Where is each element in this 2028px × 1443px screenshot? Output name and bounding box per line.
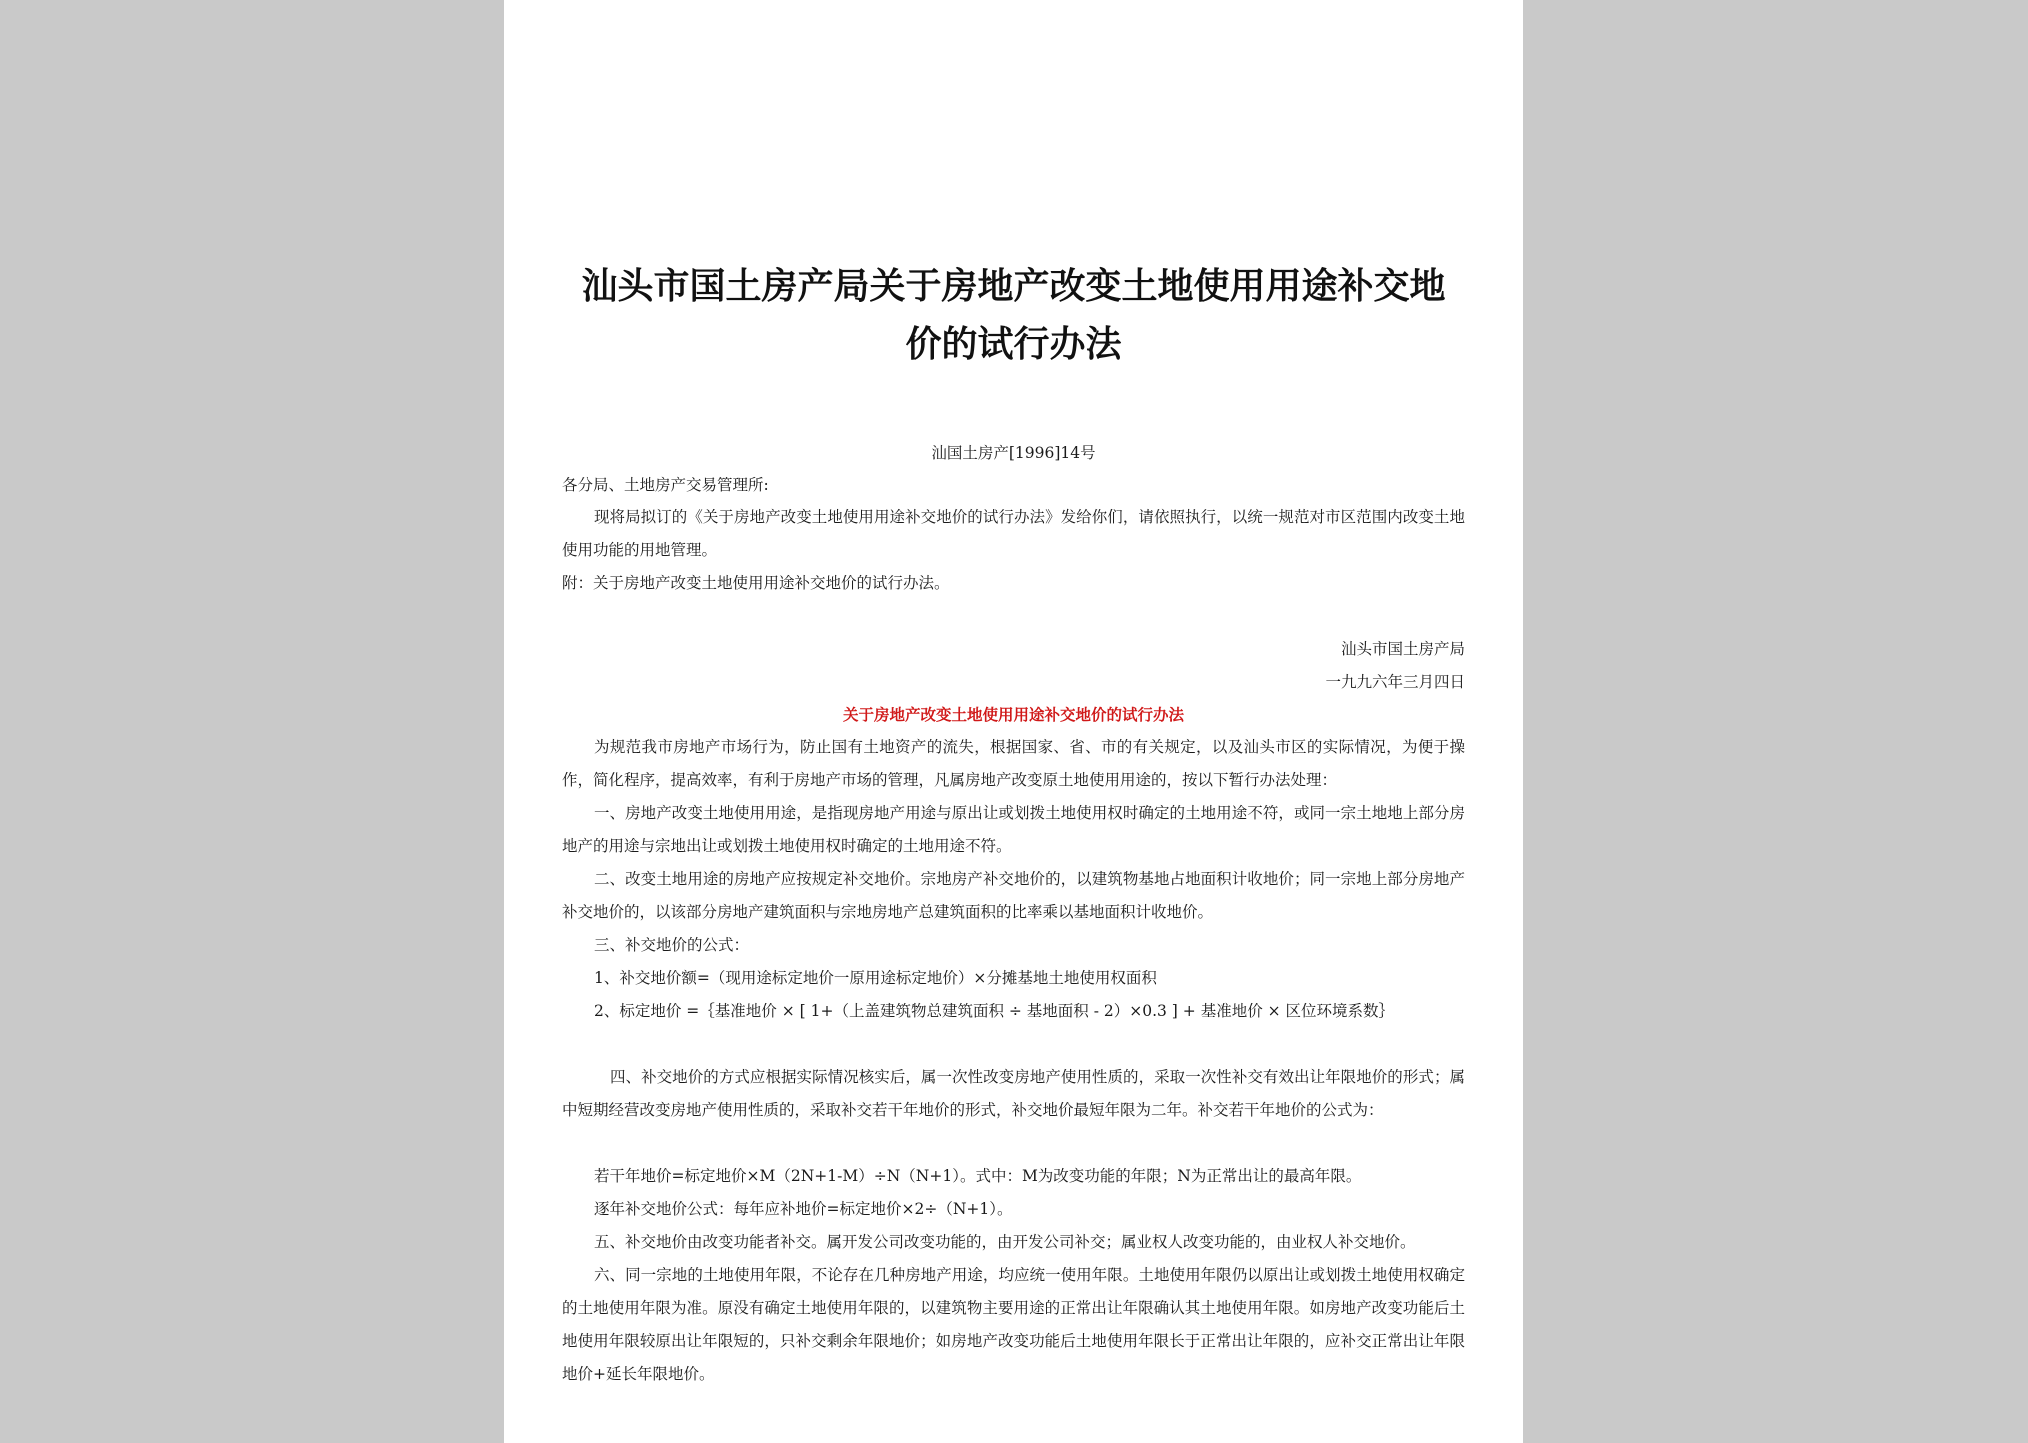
- formula-3: 若干年地价=标定地价×M（2N+1-M）÷N（N+1）。式中：M为改变功能的年限；N为正常出让的最高年限。: [594, 1167, 1362, 1185]
- signature-date: 一九九六年三月四日: [1325, 673, 1465, 691]
- intro-paragraph: 为规范我市房地产市场行为，防止国有土地资产的流失，根据国家、省、市的有关规定，以及汕头市区的实际情况，为便于操作，简化程序，提高效率，有利于房地产市场的管理，凡属房地产改变原土地使用用途的，按以下暂行办法处理：: [562, 738, 1465, 789]
- signature-organization: 汕头市国土房产局: [1340, 640, 1465, 658]
- title-line-1: 汕头市国土房产局关于房地产改变土地使用用途补交地: [581, 266, 1446, 307]
- sub-title: 关于房地产改变土地使用用途补交地价的试行办法: [842, 706, 1184, 724]
- attachment-line: 附：关于房地产改变土地使用用途补交地价的试行办法。: [562, 574, 950, 592]
- article-3: 三、补交地价的公式：: [594, 936, 750, 954]
- formula-2: 2、标定地价 =｛基准地价 × [ 1+（上盖建筑物总建筑面积 ÷ 基地面积 - 2）×0.3 ] + 基准地价 × 区位环境系数｝: [594, 1002, 1395, 1020]
- title-line-2: 价的试行办法: [905, 324, 1122, 365]
- notice-paragraph: 现将局拟订的《关于房地产改变土地使用用途补交地价的试行办法》发给你们，请依照执行，以统一规范对市区范围内改变土地使用功能的用地管理。: [562, 508, 1465, 559]
- addressee: 各分局、土地房产交易管理所:: [562, 476, 769, 494]
- article-1: 一、房地产改变土地使用用途，是指现房地产用途与原出让或划拨土地使用权时确定的土地用途不符，或同一宗土地地上部分房地产的用途与宗地出让或划拨土地使用权时确定的土地用途不符。: [562, 804, 1465, 855]
- article-5: 五、补交地价由改变功能者补交。属开发公司改变功能的，由开发公司补交；属业权人改变功能的，由业权人补交地价。: [594, 1233, 1416, 1251]
- article-4: 四、补交地价的方式应根据实际情况核实后，属一次性改变房地产使用性质的，采取一次性补交有效出让年限地价的形式；属中短期经营改变房地产使用性质的，采取补交若干年地价的形式，补交地价最短年限为二年。补交若干年地价的公式为：: [562, 1068, 1465, 1119]
- formula-1: 1、补交地价额=（现用途标定地价一原用途标定地价）×分摊基地土地使用权面积: [594, 969, 1157, 987]
- article-6: 六、同一宗地的土地使用年限，不论存在几种房地产用途，均应统一使用年限。土地使用年限仍以原出让或划拨土地使用权确定的土地使用年限为准。原没有确定土地使用年限的，以建筑物主要用途的正常出让年限确认其土地使用年限。如房地产改变功能后土地使用年限较原出让年限短的，只补交剩余年限地价；如房地产改变功能后土地使用年限长于正常出让年限的，应补交正常出让年限地价+延长年限地价。: [562, 1266, 1465, 1383]
- formula-4: 逐年补交地价公式：每年应补地价=标定地价×2÷（N+1）。: [594, 1200, 1013, 1218]
- document-number: 汕国土房产[1996]14号: [931, 444, 1096, 462]
- document-page: [504, 0, 1523, 1443]
- article-2: 二、改变土地用途的房地产应按规定补交地价。宗地房产补交地价的，以建筑物基地占地面积计收地价；同一宗地上部分房地产补交地价的，以该部分房地产建筑面积与宗地房地产总建筑面积的比率乘以基地面积计收地价。: [562, 870, 1465, 921]
- document-title: [562, 258, 1465, 374]
